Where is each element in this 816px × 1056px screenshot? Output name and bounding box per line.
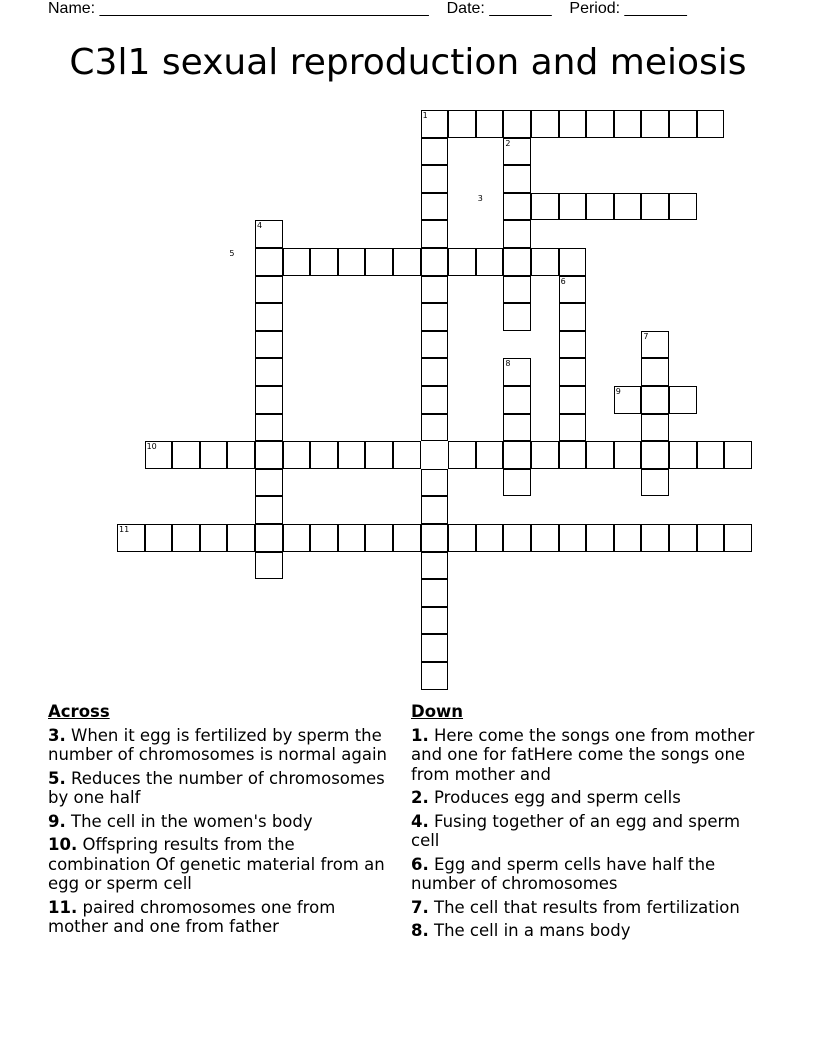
grid-cell[interactable]: [531, 110, 559, 138]
grid-cell[interactable]: [255, 524, 283, 552]
grid-cell[interactable]: [338, 524, 366, 552]
grid-cell[interactable]: [503, 165, 531, 193]
clue-item: [411, 812, 761, 851]
cell-number: 2: [505, 138, 511, 148]
clue-number: 9.: [48, 811, 66, 831]
grid-cell[interactable]: [503, 469, 531, 497]
date-blank[interactable]: _______: [489, 0, 552, 17]
clue-text: The cell that results from fertilization: [434, 897, 740, 917]
grid-cell[interactable]: [310, 441, 338, 469]
clue-text: paired chromosomes one from mother and one from father: [48, 897, 336, 936]
grid-cell[interactable]: [503, 248, 531, 276]
clue-text: The cell in the women's body: [71, 811, 313, 831]
grid-cell[interactable]: [421, 414, 449, 442]
grid-cell[interactable]: [669, 524, 697, 552]
grid-cell[interactable]: [421, 220, 449, 248]
clue-text: Reduces the number of chromosomes by one half: [48, 768, 385, 807]
cell-number: 11: [119, 525, 130, 534]
grid-cell[interactable]: [338, 441, 366, 469]
down-clues: [411, 702, 761, 945]
grid-cell[interactable]: [503, 303, 531, 331]
grid-cell[interactable]: [724, 441, 752, 469]
grid-cell[interactable]: [559, 331, 587, 359]
clue-text: Egg and sperm cells have half the number of chromosomes: [411, 854, 716, 893]
grid-cell[interactable]: [421, 276, 449, 304]
clue-item: [411, 921, 761, 941]
grid-cell[interactable]: [421, 165, 449, 193]
grid-cell[interactable]: [421, 303, 449, 331]
grid-cell[interactable]: [559, 441, 587, 469]
grid-cell[interactable]: [421, 607, 449, 635]
grid-cell[interactable]: [365, 524, 393, 552]
grid-cell[interactable]: [448, 441, 476, 469]
cell-number: 4: [257, 221, 263, 231]
grid-cell[interactable]: [614, 110, 642, 138]
grid-cell[interactable]: [559, 386, 587, 414]
grid-cell[interactable]: [255, 276, 283, 304]
grid-cell[interactable]: [448, 524, 476, 552]
grid-cell[interactable]: [531, 193, 559, 221]
grid-cell[interactable]: [697, 524, 725, 552]
grid-cell[interactable]: [255, 414, 283, 442]
grid-cell[interactable]: [421, 469, 449, 497]
grid-cell[interactable]: [476, 524, 504, 552]
grid-cell[interactable]: [421, 579, 449, 607]
grid-cell[interactable]: [586, 524, 614, 552]
grid-cell[interactable]: [641, 386, 669, 414]
grid-cell[interactable]: [503, 193, 531, 221]
grid-cell[interactable]: [283, 248, 311, 276]
grid-cell[interactable]: [421, 552, 449, 580]
grid-cell[interactable]: [559, 358, 587, 386]
grid-cell[interactable]: [421, 496, 449, 524]
across-heading: Across: [48, 702, 110, 721]
grid-cell[interactable]: [614, 524, 642, 552]
grid-cell[interactable]: [255, 303, 283, 331]
grid-cell[interactable]: [531, 441, 559, 469]
cell-number: 6: [560, 276, 566, 286]
grid-cell[interactable]: [641, 110, 669, 138]
grid-cell[interactable]: [365, 248, 393, 276]
clue-item: [48, 769, 398, 808]
cell-number: 10: [146, 442, 157, 452]
grid-cell[interactable]: [669, 386, 697, 414]
grid-cell[interactable]: [697, 441, 725, 469]
grid-cell[interactable]: [641, 414, 669, 442]
header-fields: [48, 0, 687, 18]
grid-cell[interactable]: [641, 193, 669, 221]
grid-cell[interactable]: [255, 441, 283, 469]
clue-text: Here come the songs one from mother and one for fatHere come the songs one from mother and: [411, 725, 755, 784]
date-label: Date:: [446, 0, 485, 17]
grid-cell[interactable]: [531, 248, 559, 276]
period-blank[interactable]: _______: [624, 0, 687, 17]
grid-cell[interactable]: [393, 524, 421, 552]
grid-cell[interactable]: [614, 441, 642, 469]
clue-number: 1.: [411, 725, 429, 745]
page-title: C3l1 sexual reproduction and meiosis: [69, 42, 747, 83]
grid-cell[interactable]: [559, 110, 587, 138]
clue-text: Produces egg and sperm cells: [434, 788, 681, 807]
grid-cell[interactable]: [559, 303, 587, 331]
grid-cell[interactable]: [503, 276, 531, 304]
grid-cell[interactable]: [421, 386, 449, 414]
clue-item: [48, 898, 398, 937]
clue-item: [411, 788, 761, 808]
grid-cell[interactable]: [697, 110, 725, 138]
grid-cell[interactable]: [310, 248, 338, 276]
grid-cell[interactable]: [421, 524, 449, 552]
grid-cell[interactable]: [421, 358, 449, 386]
clue-number: 5.: [48, 768, 66, 788]
grid-cell[interactable]: [421, 662, 449, 690]
grid-cell[interactable]: [365, 441, 393, 469]
grid-cell[interactable]: [255, 358, 283, 386]
grid-cell[interactable]: [476, 110, 504, 138]
grid-cell[interactable]: [669, 441, 697, 469]
grid-cell[interactable]: [448, 110, 476, 138]
clue-text: Fusing together of an egg and sperm cell: [411, 811, 741, 850]
grid-cell[interactable]: [641, 524, 669, 552]
grid-cell[interactable]: [255, 552, 283, 580]
grid-cell[interactable]: [283, 524, 311, 552]
clue-number: 10.: [48, 835, 78, 854]
clue-item: [48, 726, 398, 765]
grid-cell[interactable]: [255, 469, 283, 497]
grid-cell[interactable]: [641, 441, 669, 469]
grid-cell[interactable]: [586, 110, 614, 138]
clue-text: Offspring results from the combination Of genetic material from an egg or sperm cell: [48, 835, 385, 893]
grid-cell[interactable]: [559, 524, 587, 552]
grid-cell[interactable]: [476, 441, 504, 469]
period-label: Period:: [569, 0, 621, 17]
grid-cell[interactable]: [255, 331, 283, 359]
grid-cell[interactable]: [255, 248, 283, 276]
grid-cell[interactable]: [503, 524, 531, 552]
grid-cell[interactable]: [669, 193, 697, 221]
grid-cell[interactable]: [641, 358, 669, 386]
grid-cell[interactable]: [421, 634, 449, 662]
clue-text: When it egg is fertilized by sperm the number of chromosomes is normal again: [48, 725, 387, 764]
grid-cell[interactable]: [200, 524, 228, 552]
grid-cell[interactable]: [283, 441, 311, 469]
name-blank[interactable]: _____________________________________: [99, 0, 429, 17]
grid-cell[interactable]: [503, 386, 531, 414]
grid-cell[interactable]: [421, 248, 449, 276]
clue-item: [48, 812, 398, 832]
clue-item: [48, 835, 398, 894]
grid-cell[interactable]: [503, 414, 531, 442]
grid-cell[interactable]: [586, 441, 614, 469]
grid-cell[interactable]: [227, 524, 255, 552]
grid-cell[interactable]: [641, 469, 669, 497]
clue-number: 6.: [411, 854, 429, 874]
grid-cell[interactable]: [200, 441, 228, 469]
down-heading: Down: [411, 702, 464, 721]
grid-cell[interactable]: [559, 193, 587, 221]
grid-cell[interactable]: [421, 331, 449, 359]
cell-number: 8: [505, 359, 511, 369]
grid-cell[interactable]: [227, 441, 255, 469]
clue-number: 3.: [48, 725, 66, 745]
grid-cell[interactable]: [172, 524, 200, 552]
clue-item: [411, 726, 761, 785]
grid-cell[interactable]: [145, 524, 173, 552]
grid-cell[interactable]: [586, 193, 614, 221]
grid-cell[interactable]: [531, 524, 559, 552]
clue-item: [411, 898, 761, 918]
clue-number: 8.: [411, 921, 429, 940]
grid-cell[interactable]: [669, 110, 697, 138]
grid-cell[interactable]: [393, 248, 421, 276]
grid-cell[interactable]: [421, 193, 449, 221]
grid-cell[interactable]: [310, 524, 338, 552]
grid-cell[interactable]: [724, 524, 752, 552]
cell-number: 7: [643, 331, 649, 341]
cell-number: 3: [477, 193, 483, 203]
cell-number: 5: [229, 249, 235, 258]
clue-number: 7.: [411, 897, 429, 917]
grid-cell[interactable]: [255, 386, 283, 414]
grid-cell[interactable]: [448, 248, 476, 276]
grid-cell[interactable]: [338, 248, 366, 276]
name-label: Name:: [48, 0, 96, 17]
clue-number: 4.: [411, 811, 429, 831]
grid-cell[interactable]: [255, 496, 283, 524]
clue-number: 2.: [411, 788, 429, 807]
grid-cell[interactable]: [393, 441, 421, 469]
across-clues: [48, 702, 398, 941]
clue-text: The cell in a mans body: [434, 921, 631, 940]
grid-cell[interactable]: [476, 248, 504, 276]
grid-cell[interactable]: [503, 110, 531, 138]
grid-cell[interactable]: [503, 220, 531, 248]
cell-number: 1: [422, 111, 428, 120]
cell-number: 9: [615, 387, 621, 396]
grid-cell[interactable]: [503, 441, 531, 469]
clue-number: 11.: [48, 897, 78, 917]
grid-cell[interactable]: [614, 193, 642, 221]
clue-item: [411, 855, 761, 894]
grid-cell[interactable]: [172, 441, 200, 469]
grid-cell[interactable]: [421, 138, 449, 166]
grid-cell[interactable]: [559, 248, 587, 276]
grid-cell[interactable]: [559, 414, 587, 442]
